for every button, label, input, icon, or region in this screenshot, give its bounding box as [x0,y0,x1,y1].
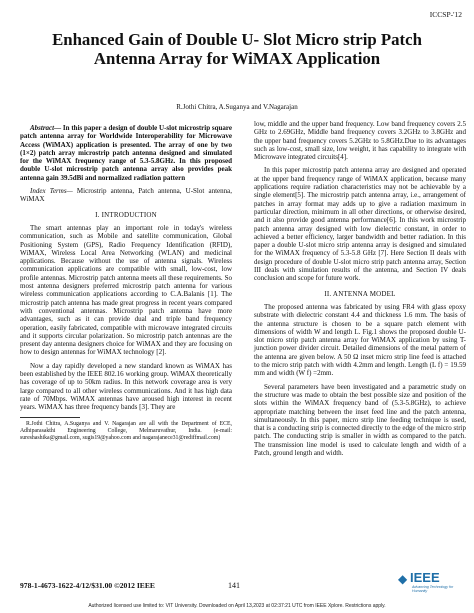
paragraph: The smart antennas play an important role in today's wireless communication, such as Mobile and satellite communication, Global Positioning System (GPS), Radio Frequency Identification (RFID), WiMAX, Wireless Local Area Networking (WLAN) and medicinal applications. Because without the use of antenna signals. Wireless communication applications are compatible with small, low-cost, low profile antennas. Microstrip patch antenna meets all these requirements. So most antenna designers preferred microstrip patch antenna for various wireless communication applications according to C.A.Balanis [1]. The microstrip patch antenna has made great progress in recent years compared with conventional antennas. Microstrip patch antenna have more advantages, such as it can provide dual and triple band frequency operation, easily fabricated, compatible with microwave integrated circuits and it supports circular polarization. So microstrip patch antennas are the present day antenna designers choice for WiMAX and they are focusing on how to design antennas for WiMAX technology [2]. [20,223,232,357]
ieee-wordmark: IEEE [410,570,440,585]
abstract [20,124,232,182]
abstract-text: In this paper a design of double U-slot microstrip square patch antenna array for Worldwide Interoperability for Microwave Access (WiMAX) application is presented. The array of one by two (1×2) patch array microstrip patch antenna designed and simulated for the WiMAX frequency range of 5.3-5.8GHz. In this proposed double U-slot microstrip patch antenna array also provides peak antenna gain 39.5dBi and normalized radiation pattern [20,124,232,182]
ieee-diamond-icon: ◆ [398,572,408,586]
paragraph: Several parameters have been investigated and a parametric study on the structure was made to obtain the best possible size and position of the slots within the WiMAX frequency band of (5.3-5.8GHz), to achieve appropriate matching between the inset feed line and the patch antenna, simultaneously. In this paper, micro strip line feeding technique is used, that is a conducting strip is connected directly to the edge of the micro strip patch. The conducting strip is smaller in width as compared to the patch. The transmission line model is used to calculate length and width of a Patch, ground length and width. [254,382,466,457]
paragraph: The proposed antenna was fabricated by using FR4 with glass epoxy substrate with dielectric constant 4.4 and thickness 1.6 mm. The basis of the antenna structure is chosen to be a square patch element with dimensions of width W and length L. Fig.1 shows the proposed double U-slot micro strip patch antenna array for WiMAX application by using T-junction power divider circuit. Detailed dimensions of the metal pattern of the antenna are given below. A 50 Ω inset micro strip line feed is attached to the micro strip patch with width 4.2mm and length. Length (L f) = 19.59 mm and width (W f) =2mm. [254,302,466,378]
index-terms-label: Index Terms— [30,187,73,196]
abstract-label: Abstract— [30,124,62,132]
section-heading-antenna-model: II. ANTENNA MODEL [324,289,396,298]
paper-title: Enhanced Gain of Double U- Slot Micro strip Patch Antenna Array for WiMAX Application [52,30,422,68]
footnote-divider [20,417,80,418]
license-notice: Authorized licensed use limited to: VIT University. Downloaded on April 13,2023 at 02:37:21 UTC from IEEE Xplore. Restrictions apply. [88,603,386,609]
author-line: R.Jothi Chitra, A.Suganya and V.Nagarajan [176,103,298,111]
paragraph: low, middle and the upper band frequency. Low band frequency covers 2.5 GHz to 2.69GHz, Middle band frequency covers 3.2GHz to 3.8GHz and the upper band frequency covers 5.2GHz to 5.8GHz.Due to its advantages such as low-cost, small size, low weight, it has capability to integrate with Microwave integrated circuits[4]. [254,120,466,162]
right-column [254,120,466,462]
footnote: R.Jothi Chitra, A.Suganya and V. Nagarajan are all with the Department of ECE, Adhiparasakthi Engineering College, Melmaruvathur, India. (e-mail: sureshashika@gmail.com, sugis19@yahoo.com and nagarajanece31@rediffmail.com) [20,420,232,441]
index-terms [20,187,232,204]
left-column [20,124,232,442]
ieee-logo [398,570,456,594]
isbn-line: 978-1-4673-1622-4/12/$31.00 ©2012 IEEE [20,581,155,590]
paragraph: In this paper microstrip patch antenna array are designed and operated at the upper band frequency range of WiMAX application, because many applications require radiation characteristics may not be achievable by a single element[5]. The microstrip patch antenna array, i.e., arrangement of patches in array format may adds up to give a radiation maximum in particular direction, minimum in all other directions, or otherwise desired, and it also provide good antenna performance[6]. In this work microstrip patch antenna array designed with low dielectric constant, in order to achieved a better efficiency, larger bandwidth and better radiation. In this paper a double U-slot micro strip antenna array is designed and simulated for the WiMAX frequency of 5.3-5.8 GHz [7]. Here Section II deals with design procedure of double U-slot micro strip patch antenna array, Section III deals with simulation results of the antenna, and Section IV deals conclusion and scope for future work. [254,166,466,283]
ieee-tagline: Advancing Technology for Humanity [412,585,454,593]
paragraph: Now a day rapidly developed a new standard known as WiMAX has been established by the IEEE 802.16 working group. WiMAX theoretically has coverage of up to 50km radius. In this network coverage area is very large compared to all other wireless communications. And it has high data rate of 70Mbps. WiMAX antennas have aroused high interest in recent years. WiMAX has three frequency bands [3]. They are [20,361,232,412]
conference-label: ICCSP-'12 [429,10,462,19]
page-number: 141 [228,581,240,590]
index-terms-text: Microstrip antenna, Patch antenna, U-Slot antenna, WiMAX [20,187,232,204]
section-heading-introduction: I. INTRODUCTION [95,210,157,219]
